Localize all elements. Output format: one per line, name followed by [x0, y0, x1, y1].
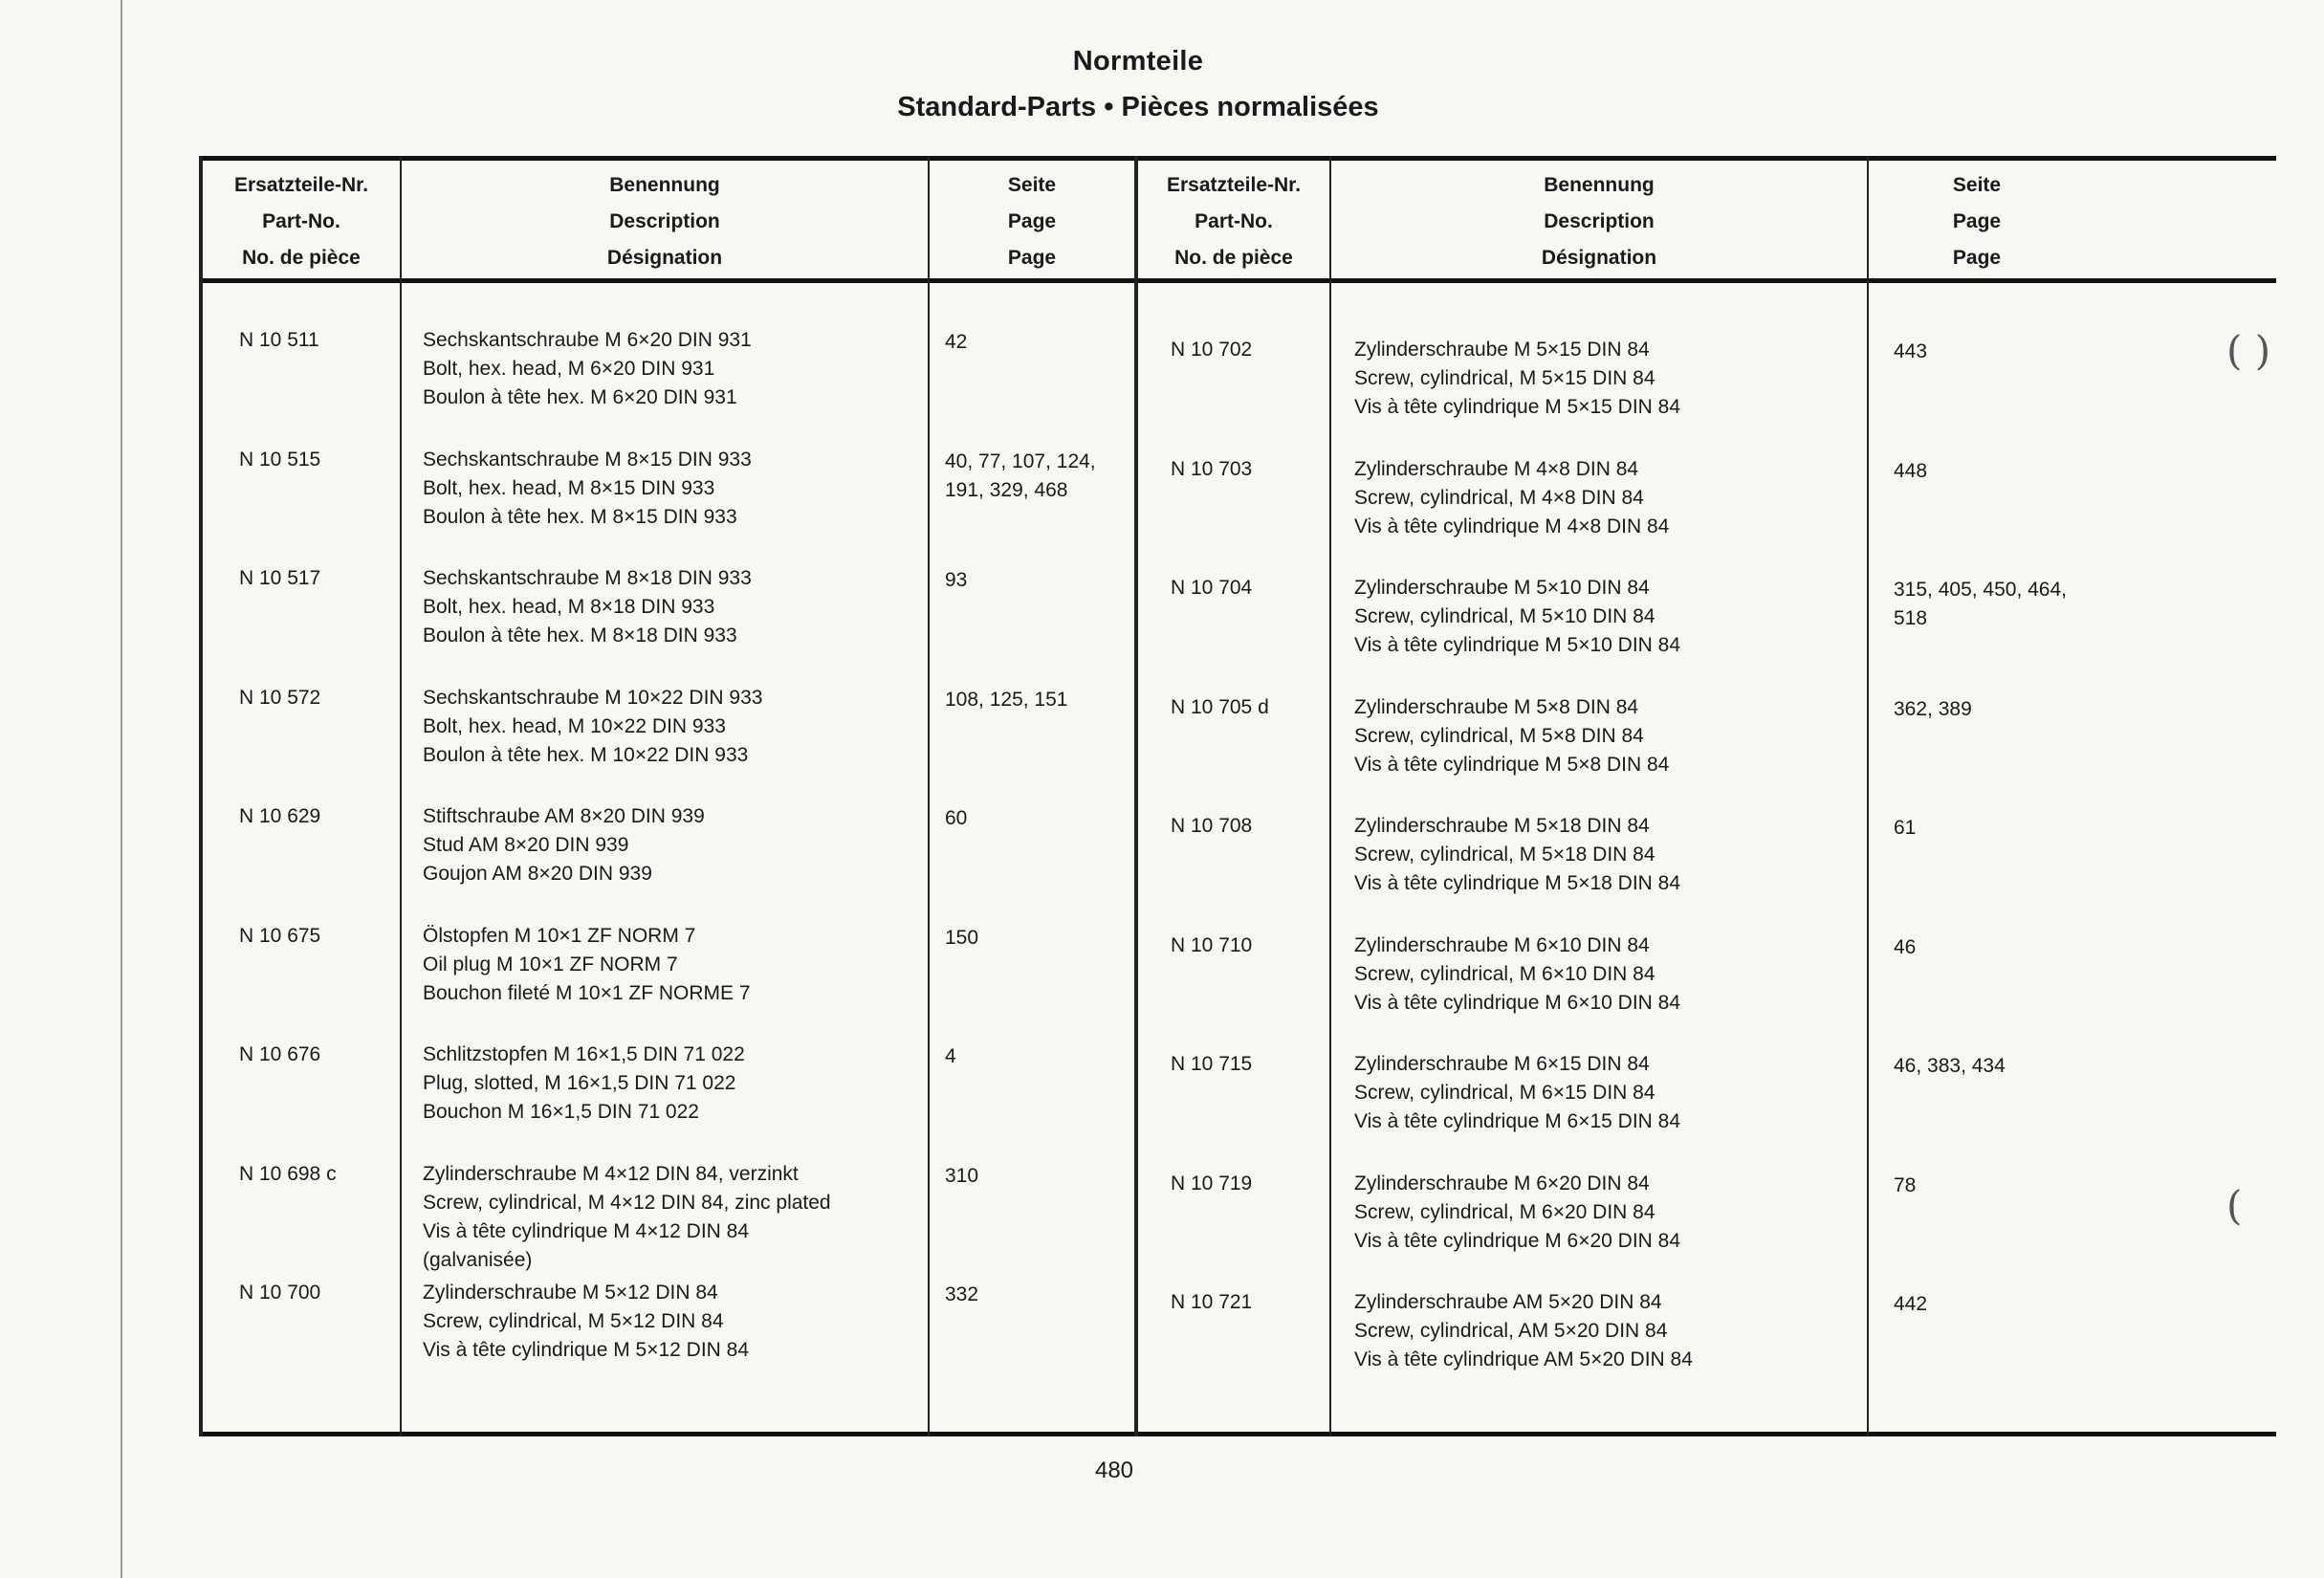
part-number: N 10 676: [239, 1043, 321, 1065]
description-line: Bolt, hex. head, M 10×22 DIN 933: [423, 714, 726, 737]
page-reference: 442: [1894, 1293, 1928, 1315]
description-line: Zylinderschraube M 4×8 DIN 84: [1354, 457, 1639, 480]
part-number: N 10 572: [239, 686, 321, 709]
description-line: Vis à tête cylindrique AM 5×20 DIN 84: [1354, 1348, 1693, 1370]
description-line: Zylinderschraube M 5×12 DIN 84: [423, 1282, 718, 1304]
page-subtitle: Standard-Parts • Pièces normalisées: [897, 92, 1379, 122]
part-number: N 10 708: [1171, 815, 1253, 837]
description-line: Bolt, hex. head, M 8×15 DIN 933: [423, 476, 715, 499]
description-line: Boulon à tête hex. M 8×15 DIN 933: [423, 505, 737, 528]
description-line: Zylinderschraube M 5×10 DIN 84: [1354, 577, 1650, 599]
page-reference: 443: [1894, 340, 1928, 362]
description-line: (galvanisée): [423, 1248, 533, 1271]
page-reference: 448: [1894, 459, 1928, 482]
page-reference: 191, 329, 468: [945, 478, 1068, 501]
description-line: Goujon AM 8×20 DIN 939: [423, 863, 652, 885]
page-number: 480: [1094, 1457, 1134, 1483]
description-line: Vis à tête cylindrique M 5×12 DIN 84: [423, 1339, 750, 1361]
description-line: Zylinderschraube M 6×15 DIN 84: [1354, 1053, 1650, 1075]
description-line: Zylinderschraube M 5×18 DIN 84: [1354, 815, 1650, 837]
parts-table: [199, 156, 2276, 1437]
page-reference: 518: [1894, 607, 1928, 629]
description-line: Sechskantschraube M 10×22 DIN 933: [423, 686, 763, 709]
table-left-border: [199, 156, 203, 1436]
part-number: N 10 721: [1171, 1291, 1253, 1313]
header-part-no-right: Ersatzteile-Nr. Part-No. No. de pièce: [1166, 174, 1302, 269]
part-number: N 10 702: [1171, 339, 1253, 361]
page-reference: 150: [945, 926, 979, 949]
description-line: Screw, cylindrical, M 6×10 DIN 84: [1354, 962, 1655, 985]
header-page-right: Seite Page Page: [1952, 174, 2002, 269]
description-line: Vis à tête cylindrique M 5×15 DIN 84: [1354, 396, 1681, 418]
part-number: N 10 703: [1171, 457, 1253, 480]
description-line: Vis à tête cylindrique M 6×15 DIN 84: [1354, 1110, 1681, 1132]
page-reference: 332: [945, 1283, 979, 1305]
page-reference: 46, 383, 434: [1894, 1055, 2006, 1077]
part-number: N 10 698 c: [239, 1162, 337, 1185]
description-line: Boulon à tête hex. M 10×22 DIN 933: [423, 743, 749, 766]
description-line: Vis à tête cylindrique M 6×20 DIN 84: [1354, 1229, 1681, 1252]
part-number: N 10 675: [239, 924, 321, 947]
column-divider: [400, 156, 402, 1436]
page-reference: 60: [945, 807, 968, 829]
description-line: Vis à tête cylindrique M 5×18 DIN 84: [1354, 872, 1681, 894]
center-divider: [1134, 156, 1138, 1436]
description-line: Screw, cylindrical, M 5×12 DIN 84: [423, 1310, 724, 1332]
binding-edge-line: [121, 0, 122, 1578]
page-reference: 61: [1894, 817, 1917, 839]
description-line: Schlitzstopfen M 16×1,5 DIN 71 022: [423, 1043, 745, 1065]
table-bottom-rule: [199, 1432, 2276, 1436]
page-reference: 93: [945, 569, 968, 591]
description-line: Screw, cylindrical, M 5×15 DIN 84: [1354, 367, 1655, 389]
description-line: Zylinderschraube M 6×20 DIN 84: [1354, 1172, 1650, 1194]
part-number: N 10 517: [239, 567, 321, 589]
description-line: Ölstopfen M 10×1 ZF NORM 7: [423, 924, 696, 947]
part-number: N 10 629: [239, 805, 321, 827]
description-line: Zylinderschraube AM 5×20 DIN 84: [1354, 1291, 1662, 1313]
column-divider: [928, 156, 930, 1436]
description-line: Screw, cylindrical, M 4×8 DIN 84: [1354, 486, 1644, 509]
description-line: Screw, cylindrical, M 6×15 DIN 84: [1354, 1082, 1655, 1104]
header-part-no-left: Ersatzteile-Nr. Part-No. No. de pièce: [233, 174, 369, 269]
binding-hole-mark: (: [2226, 1182, 2243, 1229]
part-number: N 10 515: [239, 448, 321, 471]
part-number: N 10 700: [239, 1282, 321, 1304]
description-line: Sechskantschraube M 6×20 DIN 931: [423, 329, 752, 351]
description-line: Vis à tête cylindrique M 4×8 DIN 84: [1354, 515, 1670, 537]
header-description-right: Benennung Description Désignation: [1541, 174, 1657, 269]
table-header-rule: [199, 278, 2276, 283]
description-line: Bouchon fileté M 10×1 ZF NORME 7: [423, 981, 751, 1004]
description-line: Zylinderschraube M 5×15 DIN 84: [1354, 339, 1650, 361]
description-line: Bolt, hex. head, M 6×20 DIN 931: [423, 358, 715, 380]
part-number: N 10 710: [1171, 933, 1253, 956]
description-line: Zylinderschraube M 6×10 DIN 84: [1354, 933, 1650, 956]
description-line: Zylinderschraube M 4×12 DIN 84, verzinkt: [423, 1162, 799, 1185]
description-line: Oil plug M 10×1 ZF NORM 7: [423, 953, 678, 975]
page-reference: 40, 77, 107, 124,: [945, 449, 1096, 472]
description-line: Vis à tête cylindrique M 5×10 DIN 84: [1354, 634, 1681, 656]
description-line: Screw, cylindrical, M 5×8 DIN 84: [1354, 724, 1644, 747]
part-number: N 10 705 d: [1171, 695, 1269, 718]
binding-hole-mark: ( ): [2226, 327, 2271, 374]
description-line: Stud AM 8×20 DIN 939: [423, 834, 629, 856]
page-reference: 310: [945, 1164, 979, 1187]
header-page-left: Seite Page Page: [1007, 174, 1057, 269]
page-reference: 362, 389: [1894, 697, 1972, 720]
description-line: Sechskantschraube M 8×18 DIN 933: [423, 567, 752, 589]
column-divider: [1867, 156, 1869, 1436]
description-line: Screw, cylindrical, M 6×20 DIN 84: [1354, 1200, 1655, 1223]
column-divider: [1329, 156, 1331, 1436]
description-line: Stiftschraube AM 8×20 DIN 939: [423, 805, 705, 827]
description-line: Vis à tête cylindrique M 4×12 DIN 84: [423, 1219, 750, 1242]
page-reference: 4: [945, 1045, 956, 1067]
description-line: Screw, cylindrical, M 5×18 DIN 84: [1354, 844, 1655, 866]
description-line: Boulon à tête hex. M 8×18 DIN 933: [423, 625, 737, 647]
part-number: N 10 715: [1171, 1053, 1253, 1075]
description-line: Vis à tête cylindrique M 5×8 DIN 84: [1354, 753, 1670, 776]
part-number: N 10 511: [239, 329, 319, 351]
description-line: Sechskantschraube M 8×15 DIN 933: [423, 448, 752, 471]
description-line: Screw, cylindrical, AM 5×20 DIN 84: [1354, 1320, 1668, 1342]
description-line: Screw, cylindrical, M 4×12 DIN 84, zinc plated: [423, 1191, 831, 1214]
description-line: Zylinderschraube M 5×8 DIN 84: [1354, 695, 1639, 718]
description-line: Vis à tête cylindrique M 6×10 DIN 84: [1354, 991, 1681, 1014]
table-top-rule: [199, 156, 2276, 161]
description-line: Boulon à tête hex. M 6×20 DIN 931: [423, 386, 737, 408]
page-reference: 108, 125, 151: [945, 688, 1068, 711]
page-reference: 78: [1894, 1173, 1917, 1196]
page-title: Normteile: [1072, 46, 1204, 77]
page-reference: 315, 405, 450, 464,: [1894, 579, 2067, 601]
header-description-left: Benennung Description Désignation: [606, 174, 723, 269]
page-reference: 46: [1894, 935, 1917, 958]
description-line: Bouchon M 16×1,5 DIN 71 022: [423, 1101, 699, 1123]
page-reference: 42: [945, 331, 968, 353]
part-number: N 10 719: [1171, 1172, 1253, 1194]
description-line: Plug, slotted, M 16×1,5 DIN 71 022: [423, 1072, 736, 1094]
description-line: Bolt, hex. head, M 8×18 DIN 933: [423, 596, 715, 618]
part-number: N 10 704: [1171, 577, 1253, 599]
description-line: Screw, cylindrical, M 5×10 DIN 84: [1354, 605, 1655, 627]
